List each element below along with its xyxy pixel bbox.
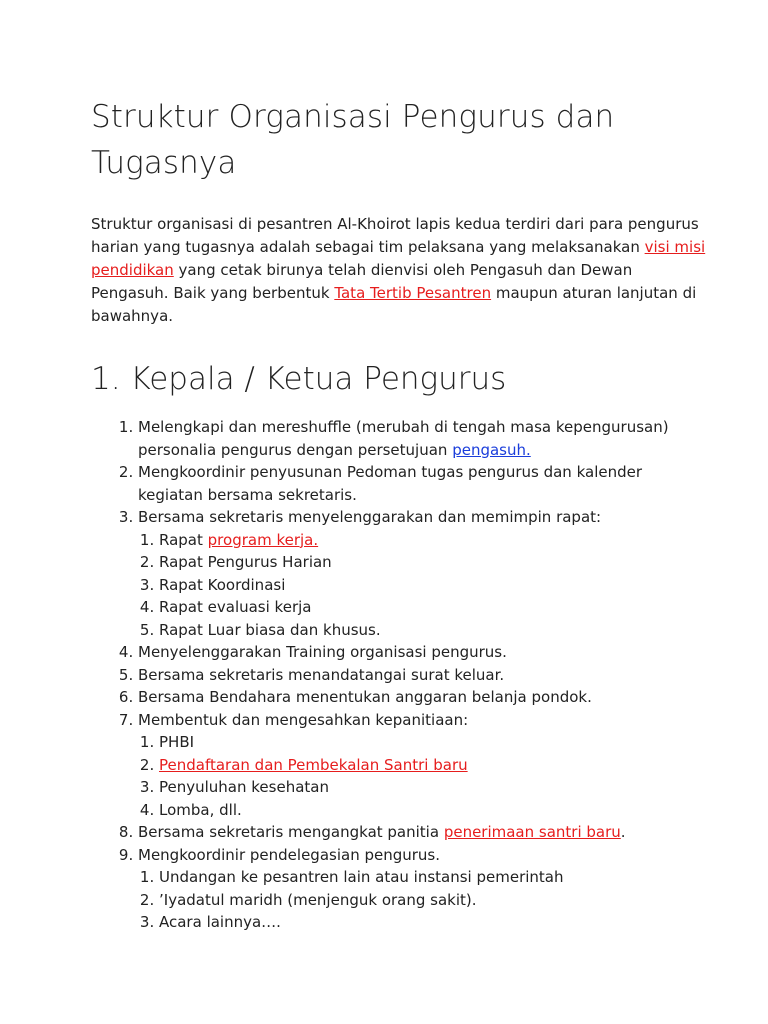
item-text: Mengkoordinir pendelegasian pengurus.	[138, 845, 441, 864]
list-item	[138, 709, 708, 822]
sub-list-item: 3. Rapat Koordinasi	[159, 574, 708, 597]
task-list	[91, 416, 708, 934]
sub-list-item	[159, 529, 708, 552]
link-visi-misi[interactable]: visi misi pendidikan	[91, 238, 706, 279]
list-item	[138, 664, 708, 687]
intro-paragraph	[91, 213, 708, 328]
sub-list-kepanitiaan	[138, 731, 708, 821]
sub-list-delegasi	[138, 866, 708, 934]
sub-list-item: 5. Rapat Luar biasa dan khusus.	[159, 619, 708, 642]
sub-list-item: 1. Undangan ke pesantren lain atau instansi pemerintah	[159, 866, 708, 889]
sub-list-item: 2. Rapat Pengurus Harian	[159, 551, 708, 574]
item-text: Mengkoordinir penyusunan Pedoman tugas pengurus dan kalender kegiatan bersama sekretaris.	[138, 463, 643, 504]
sub-list-item: 4. Rapat evaluasi kerja	[159, 596, 708, 619]
sub-list-item: 2. ’Iyadatul maridh (menjenguk orang sakit).	[159, 889, 708, 912]
link-program-kerja[interactable]: program kerja.	[207, 530, 319, 549]
link-pengasuh[interactable]: pengasuh.	[452, 440, 531, 459]
section-heading-ketua: 1. Kepala / Ketua Pengurus	[91, 361, 507, 397]
page-title: Struktur Organisasi Pengurus dan Tugasnya	[91, 99, 615, 181]
intro-text-2: yang cetak birunya telah dienvisi oleh Pengasuh dan Dewan Pengasuh. Baik yang berbentuk	[91, 261, 633, 302]
sub-list-item: 3. Acara lainnya….	[159, 911, 708, 934]
intro-text-3: maupun aturan lanjutan di bawahnya.	[91, 284, 697, 325]
sub-list-rapat	[138, 529, 708, 642]
sub-list-item: 1. PHBI	[159, 731, 708, 754]
item-text: Bersama sekretaris menyelenggarakan dan memimpin rapat:	[138, 508, 602, 526]
list-item	[138, 416, 708, 461]
link-penerimaan-santri[interactable]: penerimaan santri baru	[443, 823, 621, 841]
item-text: Bersama Bendahara menentukan anggaran belanja pondok.	[138, 688, 592, 706]
item-text: Melengkapi dan mereshuffle (merubah di tengah masa kepengurusan) personalia pengurus dengan persetujuan	[138, 418, 669, 459]
list-item	[138, 686, 708, 709]
sub-list-item: 3. Penyuluhan kesehatan	[159, 776, 708, 799]
item-text: Menyelenggarakan Training organisasi pengurus.	[138, 643, 507, 661]
item-text: Membentuk dan mengesahkan kepanitiaan:	[138, 710, 469, 729]
list-item	[138, 641, 708, 664]
list-item	[138, 506, 708, 641]
item-text: Bersama sekretaris mengangkat panitia	[138, 823, 444, 841]
list-item	[138, 821, 708, 844]
list-item	[138, 844, 708, 934]
item-text: Bersama sekretaris menandatangai surat keluar.	[138, 665, 505, 684]
intro-text-1: Struktur organisasi di pesantren Al-Khoirot lapis kedua terdiri dari para pengurus harian yang tugasnya adalah sebagai tim pelaksana yang melaksanakan	[91, 215, 699, 256]
link-tata-tertib[interactable]: Tata Tertib Pesantren	[334, 284, 492, 302]
link-pendaftaran-santri[interactable]: Pendaftaran dan Pembekalan Santri baru	[159, 755, 468, 774]
list-item	[138, 461, 708, 506]
sub-list-item: 4. Lomba, dll.	[159, 799, 708, 822]
item-tail: .	[620, 823, 626, 841]
sub-item-text: Rapat	[159, 530, 208, 549]
sub-list-item	[159, 754, 708, 777]
